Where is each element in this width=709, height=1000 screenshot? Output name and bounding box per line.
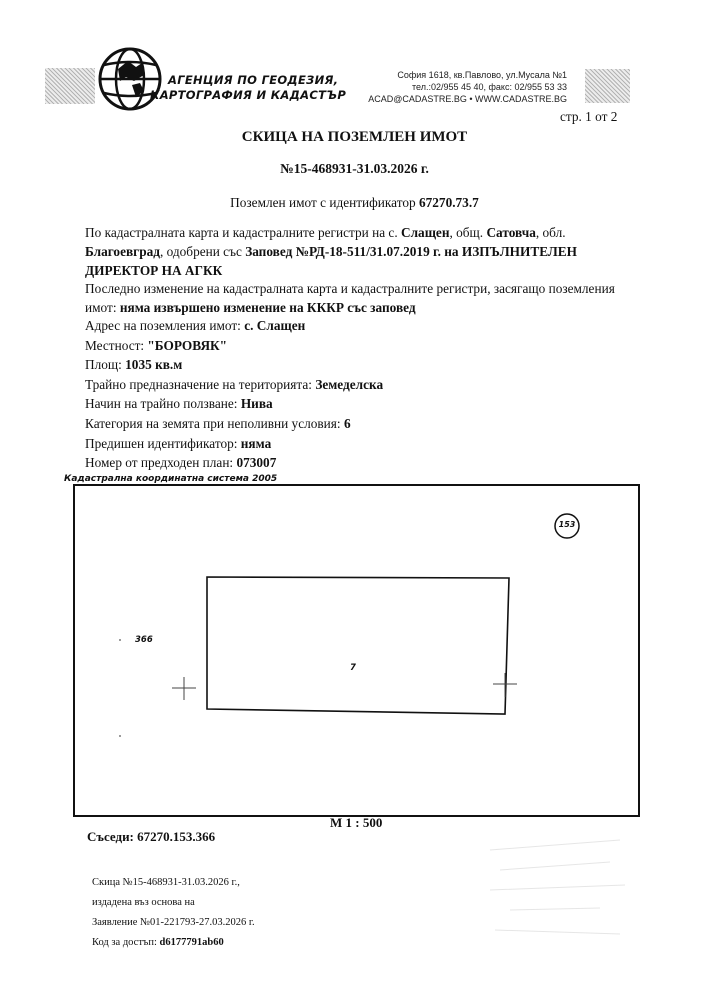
- field-previous-plan: Номер от предходен план: 073007: [85, 455, 277, 471]
- map-drawing: [75, 486, 638, 815]
- agency-name-line2: КАРТОГРАФИЯ И КАДАСТЪР: [150, 88, 347, 102]
- agency-web: ACAD@CADASTRE.BG • WWW.CADASTRE.BG: [368, 94, 567, 104]
- neighbor-label-153: 153: [558, 520, 576, 529]
- agency-contacts: [330, 69, 567, 105]
- scan-noise-right: [585, 69, 630, 103]
- field-address: Адрес на поземления имот: с. Слащен: [85, 318, 306, 333]
- field-land-purpose: Трайно предназначение на територията: Земеделска: [85, 376, 384, 392]
- parcel-identifier: Поземлен имот с идентификатор 67270.73.7: [230, 195, 479, 210]
- scan-noise-left: [45, 68, 95, 104]
- stamp-watermark: [480, 830, 630, 950]
- agency-name-line1: АГЕНЦИЯ ПО ГЕОДЕЗИЯ,: [168, 73, 339, 87]
- parcel-label: 7: [350, 663, 356, 673]
- approval-paragraph: По кадастралната карта и кадастралните регистри на с. Слащен, общ. Сатовча, обл. Благоевград, одобрени със Заповед №РД-18-511/31.07.2019 г. на ИЗПЪЛНИТЕЛЕН ДИРЕКТОР НА АГКК: [85, 225, 578, 278]
- last-change-paragraph: Последно изменение на кадастралната карта и кадастралните регистри, засягащо поземления имот: няма извършено изменение на КККР със заповед: [85, 281, 615, 315]
- parcel-boundary: [207, 577, 509, 714]
- field-land-category: Категория на земята при неполивни условия: 6: [85, 415, 351, 431]
- neighbors: Съседи: 67270.153.366: [87, 829, 216, 844]
- field-locality: Местност: "БОРОВЯК": [85, 337, 228, 353]
- field-land-use: Начин на трайно ползване: Нива: [85, 396, 273, 412]
- parcel-map: [73, 484, 640, 817]
- document-title: СКИЦА НА ПОЗЕМЛЕН ИМОТ: [241, 129, 468, 145]
- agency-phones: тел.:02/955 45 40, факс: 02/955 53 33: [411, 82, 567, 92]
- map-scale: М 1 : 500: [330, 815, 383, 830]
- footer-info: Скица №15-468931-31.03.2026 г., издадена въз основа на Заявление №01-221793-27.03.2026 г. Код за достъп: d6177791ab60: [92, 877, 255, 948]
- field-area: Площ: 1035 кв.м: [85, 357, 183, 373]
- page-number: стр. 1 от 2: [560, 109, 618, 124]
- property-fields: [85, 316, 383, 473]
- crosshair-marker-left: [172, 677, 196, 700]
- field-previous-id: Предишен идентификатор: няма: [85, 435, 272, 451]
- document-number: №15-468931-31.03.2026 г.: [280, 161, 429, 176]
- crosshair-marker-right: [493, 673, 517, 697]
- neighbor-label-366: 366: [135, 635, 153, 645]
- identifier-value: 67270.73.7: [418, 195, 479, 210]
- coordinate-system-caption: Кадастрална координатна система 2005: [64, 474, 278, 484]
- agency-address: София 1618, кв.Павлово, ул.Мусала №1: [397, 70, 567, 80]
